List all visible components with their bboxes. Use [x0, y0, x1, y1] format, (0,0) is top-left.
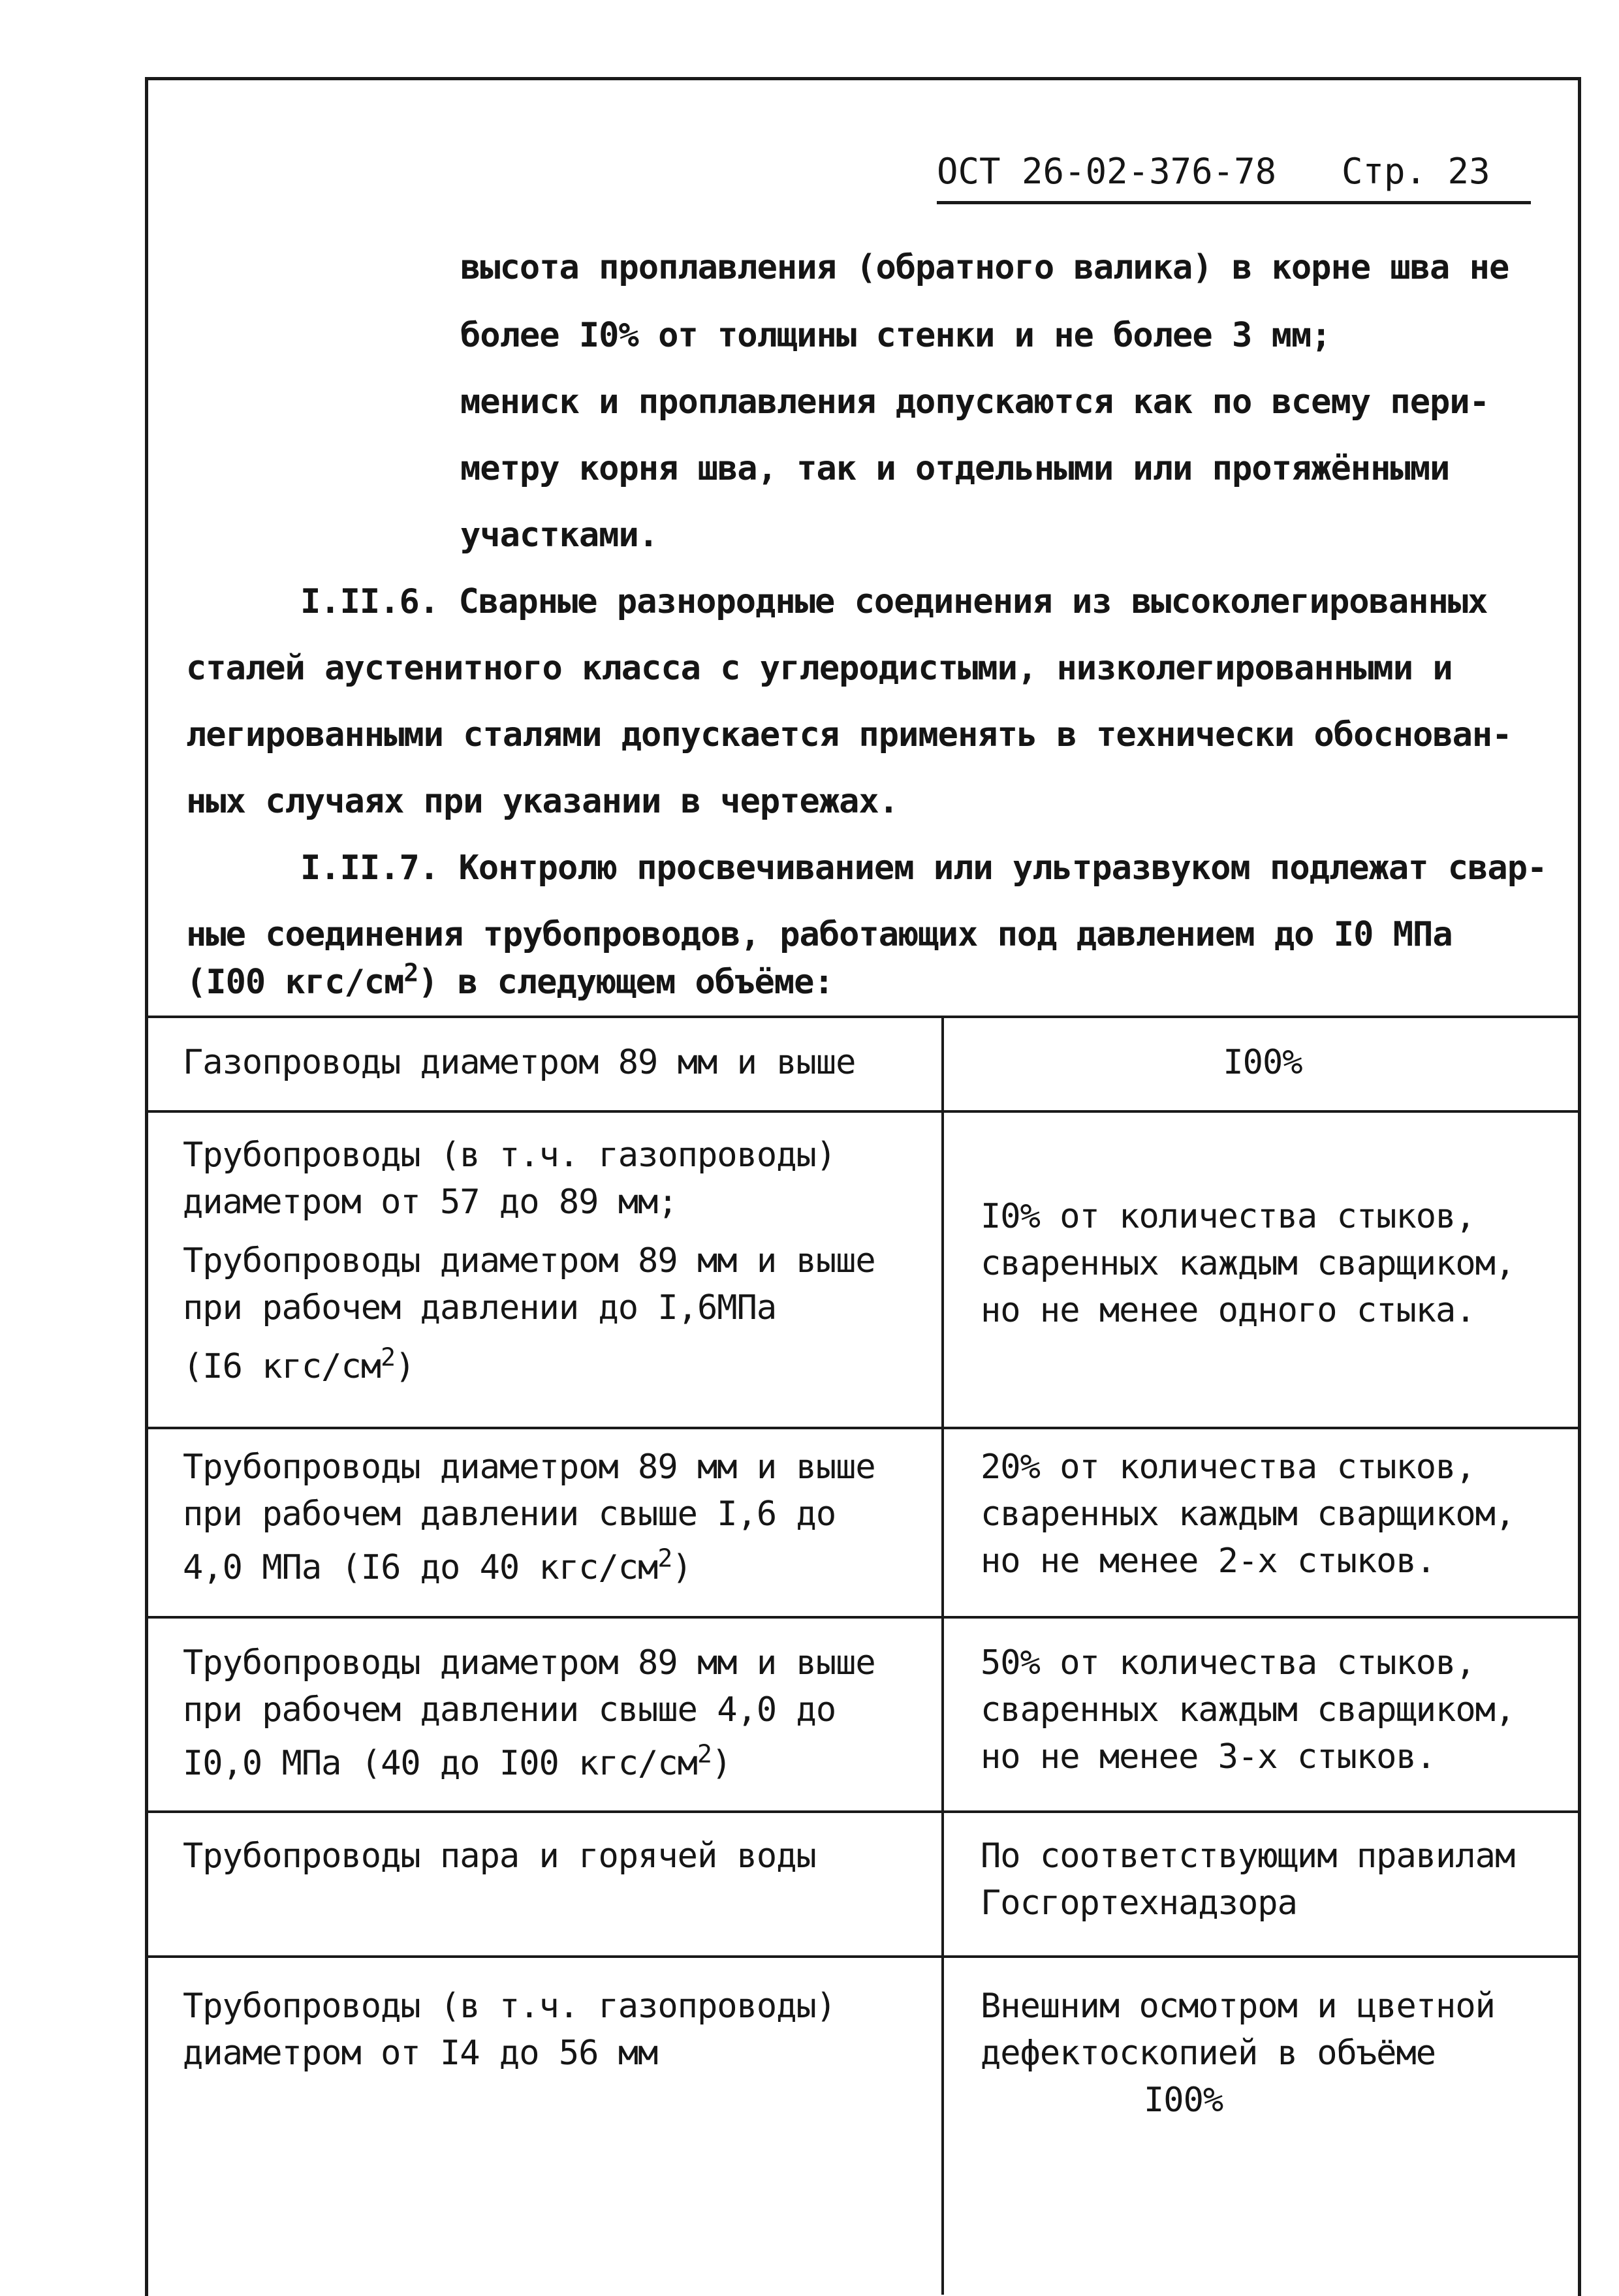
table-row-0-category: Газопроводы диаметром 89 мм и выше	[183, 1043, 856, 1082]
table-border	[145, 1427, 1581, 1429]
table-border	[145, 1616, 1581, 1619]
text-line: высота проплавления (обратного валика) в корне шва не	[460, 248, 1509, 287]
text-line: легированными сталями допускается применять в технически обоснован-	[186, 715, 1512, 754]
document-header	[937, 142, 1531, 204]
text-line: метру корня шва, так и отдельными или протяжёнными	[460, 449, 1450, 488]
table-row-3-volume: 50% от количества стыков, сваренных каждым сварщиком, но не менее 3-х стыков.	[981, 1643, 1515, 1776]
table-row-5-category: Трубопроводы (в т.ч. газопроводы) диаметром от I4 до 56 мм	[183, 1987, 836, 2073]
table-border	[145, 1016, 1581, 1018]
table-row-3-category: Трубопроводы диаметром 89 мм и выше при рабочем давлении свыше 4,0 до I0,0 МПа (40 до I00 кгс/$см^2$)	[183, 1643, 875, 1783]
text-line: ные соединения трубопроводов, работающих под давлением до I0 МПа	[186, 915, 1453, 954]
document-code: ОСТ 26-02-376-78	[937, 151, 1277, 192]
text-line: участками.	[460, 516, 659, 555]
column-divider	[941, 1016, 944, 2295]
inspection-volume-table	[145, 1016, 1581, 2295]
table-row-4-category: Трубопроводы пара и горячей воды	[183, 1837, 816, 1876]
text-line: (I00 кгс/$см^2$) в следующем объёме:	[186, 958, 834, 1002]
table-border	[145, 1955, 1581, 1958]
text-line: ных случаях при указании в чертежах.	[186, 782, 899, 821]
table-border	[145, 1810, 1581, 1813]
page-number: Стр. 23	[1342, 151, 1490, 192]
paragraph-1-11-6: I.II.6. Сварные разнородные соединения из высоколегированных	[300, 582, 1488, 621]
table-row-1-volume: I0% от количества стыков, сваренных каждым сварщиком, но не менее одного стыка.	[981, 1197, 1515, 1330]
table-row-5-volume: Внешним осмотром и цветной дефектоскопией в объёме I00%	[981, 1987, 1495, 2120]
table-row-1-category: Трубопроводы (в т.ч. газопроводы) диаметром от 57 до 89 мм; Трубопроводы диаметром 89 мм и выше при рабочем давлении до I,6МПа (I6 кгс/$см^2$)	[183, 1136, 875, 1386]
table-row-2-category: Трубопроводы диаметром 89 мм и выше при рабочем давлении свыше I,6 до 4,0 МПа (I6 до 40 кгс/$см^2$)	[183, 1448, 875, 1587]
text-line: более I0% от толщины стенки и не более 3 мм;	[460, 316, 1331, 355]
table-row-2-volume: 20% от количества стыков, сваренных каждым сварщиком, но не менее 2-х стыков.	[981, 1448, 1515, 1581]
text-line: мениск и проплавления допускаются как по всему пери-	[460, 382, 1489, 422]
table-row-4-volume: По соответствующим правилам Госгортехнадзора	[981, 1837, 1515, 1923]
table-row-0-volume: I00%	[1223, 1043, 1302, 1082]
table-border	[145, 1110, 1581, 1113]
paragraph-1-11-7: I.II.7. Контролю просвечиванием или ультразвуком подлежат свар-	[300, 848, 1547, 888]
text-line: сталей аустенитного класса с углеродистыми, низколегированными и	[186, 649, 1453, 688]
